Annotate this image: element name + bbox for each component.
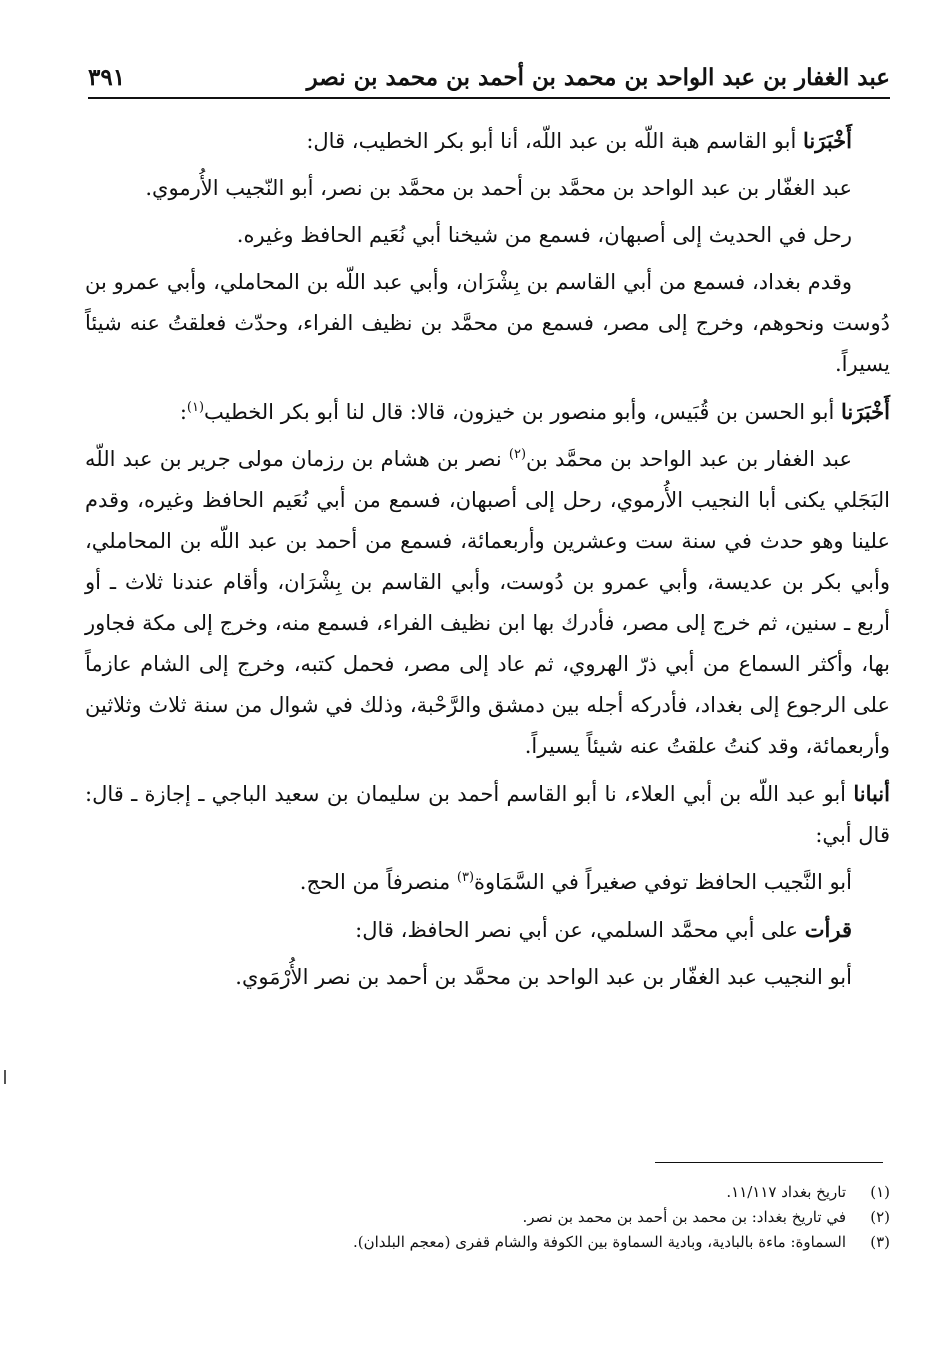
paragraph	[85, 168, 890, 209]
isnad-lead: قرأت	[804, 917, 852, 942]
footnote-text: تاريخ بغداد ١١/١١٧.	[726, 1183, 846, 1201]
paragraph-tail: :	[179, 400, 187, 424]
paragraph-text: على أبي محمَّد السلمي، عن أبي نصر الحافظ، قال:	[355, 918, 805, 942]
footnote-rule	[655, 1162, 883, 1163]
footnote-text: السماوة: ماءة بالبادية، وبادية السماوة بين الكوفة والشام قفرى (معجم البلدان).	[352, 1233, 846, 1251]
isnad-lead: أَخْبَرَنا	[803, 128, 852, 153]
paragraph	[85, 909, 890, 951]
paragraph-text: رحل في الحديث إلى أصبهان، فسمع من شيخنا أبي نُعَيم الحافظ وغيره.	[236, 223, 852, 247]
paragraph	[85, 120, 890, 162]
paragraph	[85, 862, 890, 903]
footnote	[85, 1205, 890, 1230]
isnad-lead: أنبانا	[853, 781, 890, 806]
paragraph-tail: نصر بن هشام بن رزمان مولى جرير بن عبد اللّه البَجَلي يكنى أبا النجيب الأُرموي، رحل إلى أصبهان، فسمع من أبي نُعَيم الحافظ وغيره، وقدم علينا وهو حدث في سنة ست وعشرين وأربعمائة، فسمع من أحمد بن عبد اللّه بن المحاملي، وأبي بكر بن عديسة، وأبي عمرو بن دُوست، وأبي القاسم بن بِشْرَان، وأقام عندنا ثلاث ـ أو أربع ـ سنين، ثم خرج إلى مصر، فأدرك بها ابن نظيف الفراء، فسمع منه، وخرج إلى مكة فجاور بها، وأكثر السماع من أبي ذرّ الهروي، ثم عاد إلى مصر، فحمل كتبه، وخرج إلى الشام عازماً على الرجوع إلى بغداد، فأدركه أجله بين دمشق والرَّحْبة، وذلك في شوال من سنة ثلاث وثلاثين وأربعمائة، وقد كنتُ علقتُ عنه شيئاً يسيراً.	[85, 447, 890, 758]
footnote-number: (٣)	[870, 1233, 890, 1251]
paragraph	[85, 773, 890, 856]
paragraph	[85, 262, 890, 385]
isnad-lead: أَخْبَرَنا	[841, 399, 890, 424]
footnote	[85, 1230, 890, 1255]
paragraph-tail: منصرفاً من الحج.	[299, 870, 457, 894]
header-rule	[88, 97, 890, 99]
paragraph	[85, 391, 890, 433]
paragraph-text: أبو عبد اللّه بن أبي العلاء، نا أبو القاسم أحمد بن سليمان بن سعيد الباجي ـ إجازة ـ قال: قال أبي:	[85, 782, 890, 847]
page-number: ٣٩١	[88, 64, 126, 91]
footnote-ref: (٣)	[456, 870, 475, 885]
paragraph	[85, 439, 890, 767]
footnote-ref: (١)	[186, 400, 205, 415]
footnote-number: (١)	[870, 1183, 890, 1201]
footnote	[85, 1180, 890, 1205]
footnotes	[85, 1180, 890, 1255]
paragraph-text: وقدم بغداد، فسمع من أبي القاسم بن بِشْرَان، وأبي عبد اللّه بن المحاملي، وأبي عمرو بن دُوست ونحوهم، وخرج إلى مصر، فسمع من محمَّد بن نظيف الفراء، وحدّث فعلقتُ عنه شيئاً يسيراً.	[85, 270, 890, 376]
body-text	[85, 120, 890, 1004]
footnote-ref: (٢)	[508, 447, 527, 462]
paragraph-text: عبد الغفّار بن عبد الواحد بن محمَّد بن أحمد بن محمَّد بن نصر، أبو النّجيب الأُرموي.	[145, 176, 852, 200]
paragraph	[85, 215, 890, 256]
running-head: عبد الغفار بن عبد الواحد بن محمد بن أحمد بن محمد بن نصر	[306, 64, 890, 91]
paragraph-text: أبو القاسم هبة اللّه بن عبد اللّه، أنا أبو بكر الخطيب، قال:	[306, 129, 804, 153]
page-header	[88, 55, 890, 99]
paragraph-text: أبو النَّجيب الحافظ توفي صغيراً في السَّمَاوة	[474, 870, 852, 894]
footnote-text: في تاريخ بغداد: بن محمد بن أحمد بن محمد بن نصر.	[522, 1208, 846, 1226]
paragraph-text: أبو الحسن بن قُبَيس، وأبو منصور بن خيزون، قالا: قال لنا أبو بكر الخطيب	[204, 400, 842, 424]
paragraph-text: أبو النجيب عبد الغفّار بن عبد الواحد بن محمَّد بن أحمد بن نصر الأُرْمَوي.	[235, 965, 852, 989]
margin-mark	[4, 1070, 6, 1084]
footnote-number: (٢)	[870, 1208, 890, 1226]
paragraph-text: عبد الغفار بن عبد الواحد بن محمَّد بن	[526, 447, 852, 471]
paragraph	[85, 957, 890, 998]
